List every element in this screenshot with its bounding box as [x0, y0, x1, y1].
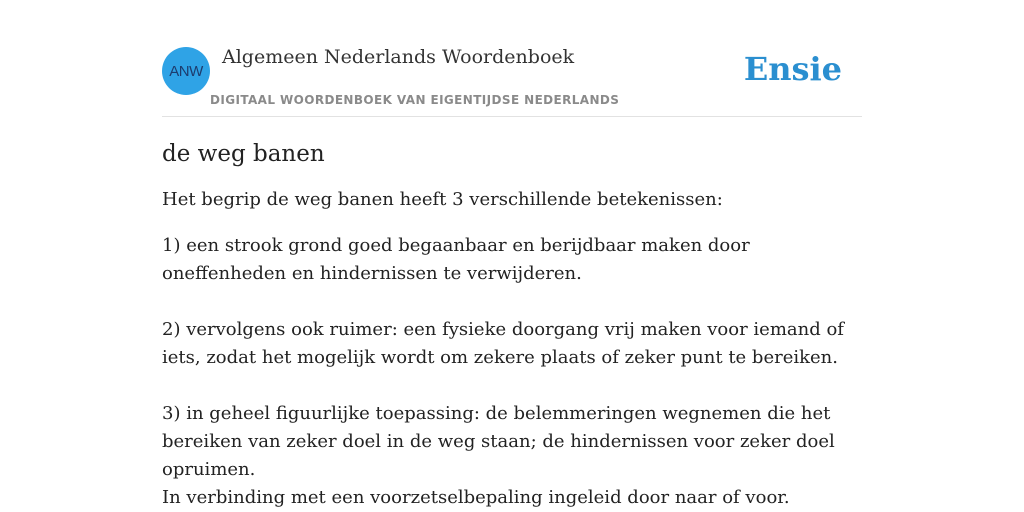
entry-intro: Het begrip de weg banen heeft 3 verschillende betekenissen: [162, 189, 723, 210]
logo-text: ANW [169, 62, 203, 80]
definition-list [162, 232, 862, 512]
entry-term: de weg banen [162, 141, 325, 167]
definition-item [162, 400, 862, 512]
definition-item [162, 316, 862, 372]
site-title[interactable]: Algemeen Nederlands Woordenboek [222, 46, 575, 68]
entry-content [162, 136, 862, 512]
site-header [162, 40, 862, 117]
definition-note: In verbinding met een voorzetselbepaling ingeleid door naar of voor. [162, 487, 790, 508]
definition-text: 2) vervolgens ook ruimer: een fysieke doorgang vrij maken voor iemand of iets, zodat het mogelijk wordt om zekere plaats of zeker punt te bereiken. [162, 319, 844, 368]
definition-text: 1) een strook grond goed begaanbaar en berijdbaar maken door oneffenheden en hindernissen te verwijderen. [162, 235, 750, 284]
anw-logo[interactable] [162, 47, 210, 95]
ensie-brand-link[interactable]: Ensie [743, 50, 842, 88]
definition-text: 3) in geheel figuurlijke toepassing: de belemmeringen wegnemen die het bereiken van zeker doel in de weg staan; de hindernissen voor zeker doel opruimen. [162, 403, 835, 480]
site-subtitle: DIGITAAL WOORDENBOEK VAN EIGENTIJDSE NEDERLANDS [210, 93, 620, 107]
definition-item [162, 232, 862, 288]
